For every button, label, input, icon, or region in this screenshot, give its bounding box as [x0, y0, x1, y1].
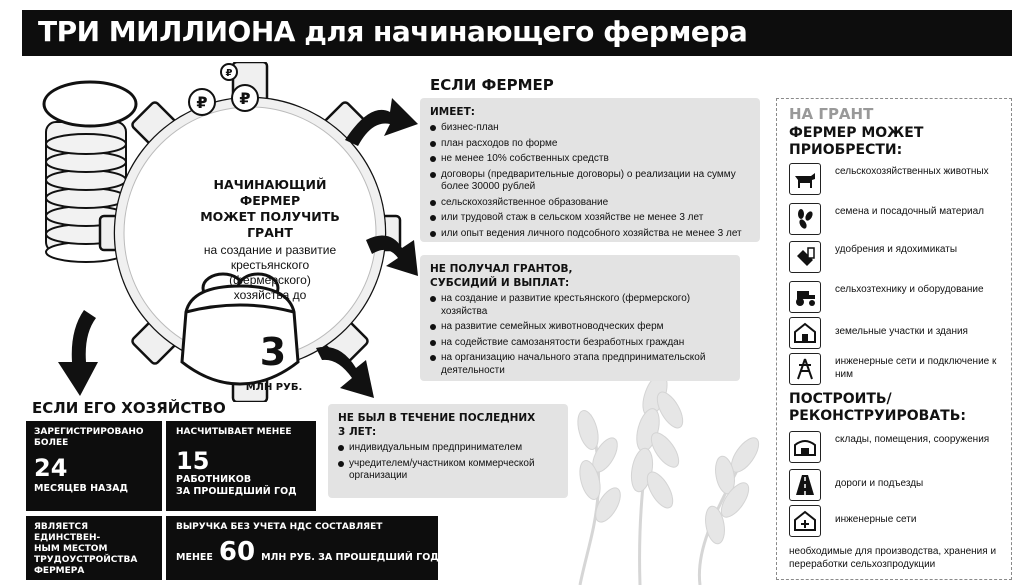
not-was-title: НЕ БЫЛ В ТЕЧЕНИЕ ПОСЛЕДНИХ 3 ЛЕТ: — [338, 412, 536, 438]
gear-headline: НАЧИНАЮЩИЙ ФЕРМЕР МОЖЕТ ПОЛУЧИТЬ ГРАНТ — [200, 177, 340, 240]
grant-subtitle-build: ПОСТРОИТЬ/ РЕКОНСТРУИРОВАТЬ: — [789, 391, 966, 424]
utility-network-icon — [789, 505, 821, 537]
list-item: на организацию начального этапа предпринимательской деятельности — [430, 352, 730, 377]
list-item: или опыт ведения личного подсобного хозяйства не менее 3 лет — [430, 228, 750, 241]
list-item: на развитие семейных животноводческих ферм — [430, 321, 730, 334]
not-was-list — [338, 442, 558, 483]
svg-text:₽: ₽ — [196, 93, 208, 112]
tractor-icon — [789, 281, 821, 313]
grant-footnote: необходимые для производства, хранения и переработки сельхозпродукции — [789, 546, 997, 570]
title-bar — [22, 10, 1012, 56]
has-title: ИМЕЕТ: — [430, 106, 475, 118]
not-was-box — [328, 404, 568, 498]
if-farmer-heading: ЕСЛИ ФЕРМЕР — [430, 76, 554, 94]
grant-item-land: земельные участки и здания — [789, 317, 1003, 349]
list-item: не менее 10% собственных средств — [430, 153, 750, 166]
list-item: или трудовой стаж в сельском хозяйстве не менее 3 лет — [430, 212, 750, 225]
list-item: бизнес-план — [430, 122, 750, 135]
gear-caption — [190, 177, 350, 303]
road-icon — [789, 469, 821, 501]
grant-panel — [776, 98, 1012, 580]
grant-item-utilities: инженерные сети — [789, 505, 1003, 537]
list-item: договоры (предварительные договоры) о реализации на сумму более 30000 рублей — [430, 169, 750, 194]
land-house-icon — [789, 317, 821, 349]
grant-item-networks: инженерные сети и подключение к ним — [789, 353, 1003, 385]
grant-item-machinery: сельхозтехнику и оборудование — [789, 281, 1003, 313]
grant-item-seeds: семена и посадочный материал — [789, 203, 1003, 235]
cow-icon — [789, 163, 821, 195]
no-grants-list — [430, 293, 730, 377]
household-heading: ЕСЛИ ЕГО ХОЗЯЙСТВО — [32, 399, 226, 417]
list-item: сельскохозяйственное образование — [430, 197, 750, 210]
power-line-icon — [789, 353, 821, 385]
list-item: план расходов по форме — [430, 138, 750, 151]
has-box — [420, 98, 760, 242]
list-item: учредителем/участником коммерческой организации — [338, 458, 558, 483]
workers-cell: НАСЧИТЫВАЕТ МЕНЕЕ 15 РАБОТНИКОВ ЗА ПРОШЕДШИЙ ГОД — [166, 421, 316, 511]
no-grants-box — [420, 255, 740, 381]
workers-unit: РАБОТНИКОВ ЗА ПРОШЕДШИЙ ГОД — [176, 474, 297, 497]
warehouse-icon — [789, 431, 821, 463]
grant-subtitle: ФЕРМЕР МОЖЕТ ПРИОБРЕСТИ: — [789, 125, 924, 158]
list-item: индивидуальным предпринимателем — [338, 442, 558, 455]
workers-value: 15 — [176, 447, 210, 475]
seeds-icon — [789, 203, 821, 235]
revenue-value: 60 — [218, 537, 256, 567]
grant-title: НА ГРАНТ — [789, 105, 874, 123]
fertilizer-icon — [789, 241, 821, 273]
registered-cell: ЗАРЕГИСТРИРОВАНО БОЛЕЕ 24 МЕСЯЦЕВ НАЗАД — [26, 421, 162, 511]
grant-item-animals: сельскохозяйственных животных — [789, 163, 1003, 195]
grant-item-fertilizer: удобрения и ядохимикаты — [789, 241, 1003, 273]
only-place-cell: ЯВЛЯЕТСЯ ЕДИНСТВЕН- НЫМ МЕСТОМ ТРУДОУСТРОЙСТВА ФЕРМЕРА — [26, 516, 162, 580]
registered-value: 24 — [34, 454, 68, 482]
registered-unit: МЕСЯЦЕВ НАЗАД — [34, 483, 128, 494]
gear-subline: на создание и развитие крестьянского (фермерского) хозяйства до — [203, 243, 337, 302]
svg-text:₽: ₽ — [239, 89, 251, 108]
grant-item-warehouse: склады, помещения, сооружения — [789, 431, 1003, 463]
list-item: на содействие самозанятости безработных граждан — [430, 337, 730, 350]
list-item: на создание и развитие крестьянского (фермерского) хозяйства — [430, 293, 730, 318]
grant-item-roads: дороги и подъезды — [789, 469, 1003, 501]
page-title: ТРИ МИЛЛИОНА для начинающего фермера — [38, 15, 748, 48]
has-list — [430, 122, 750, 240]
gear-illustration — [40, 62, 420, 402]
svg-text:₽: ₽ — [225, 68, 233, 79]
no-grants-title: НЕ ПОЛУЧАЛ ГРАНТОВ, СУБСИДИЙ И ВЫПЛАТ: — [430, 263, 573, 289]
grant-amount: 3 — [259, 330, 287, 374]
revenue-cell: ВЫРУЧКА БЕЗ УЧЕТА НДС СОСТАВЛЯЕТ МЕНЕЕ 60 МЛН РУБ. ЗА ПРОШЕДШИЙ ГОД — [166, 516, 438, 580]
grant-unit: МЛН РУБ. — [245, 382, 303, 393]
